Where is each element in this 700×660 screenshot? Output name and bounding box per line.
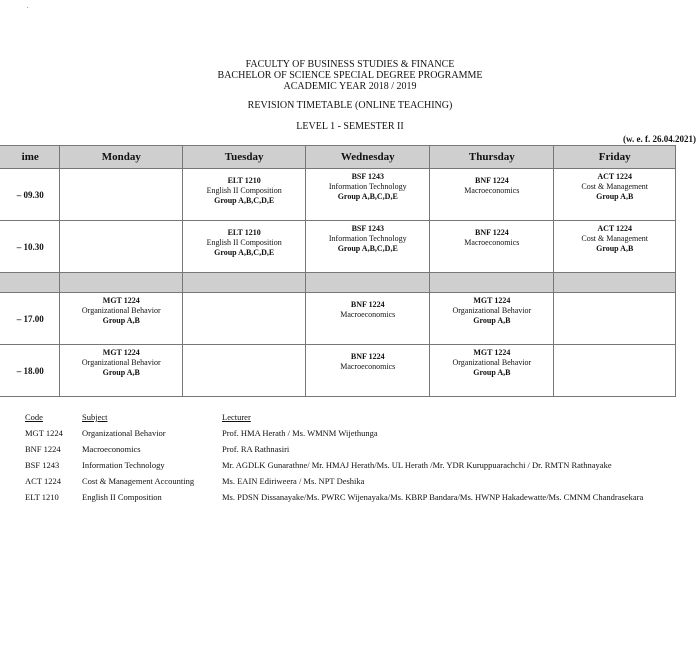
timetable-cell xyxy=(554,345,676,397)
course-group: Group A,B,C,D,E xyxy=(337,192,398,201)
academic-year-heading: ACADEMIC YEAR 2018 / 2019 xyxy=(283,81,417,92)
legend-lecturer: Ms. PDSN Dissanayake/Ms. PWRC Wijenayaka/Ms. KBRP Bandara/Ms. HWNP Hakadewatte/Ms. CMNM Chandrasekara xyxy=(222,492,644,502)
table-row xyxy=(0,169,676,221)
course-group: Group A,B xyxy=(473,368,511,377)
legend-lecturer: Ms. EAIN Ediriweera / Ms. NPT Deshika xyxy=(222,476,365,486)
course-code: ELT 1210 xyxy=(227,228,261,237)
course-code: MGT 1224 xyxy=(473,348,511,357)
course-title: Information Technology xyxy=(328,234,407,243)
course-title: Macroeconomics xyxy=(340,310,396,319)
timetable-cell xyxy=(60,293,183,345)
timetable-cell xyxy=(430,169,554,221)
timetable-cell xyxy=(60,169,183,221)
timetable-header-row xyxy=(0,146,676,169)
break-row xyxy=(0,273,676,293)
legend-code: MGT 1224 xyxy=(25,428,63,438)
course-code: MGT 1224 xyxy=(102,296,140,305)
table-row xyxy=(0,345,676,397)
course-code: ACT 1224 xyxy=(597,172,633,181)
timetable-cell xyxy=(183,345,306,397)
legend-subject: Cost & Management Accounting xyxy=(82,476,195,486)
course-title: Macroeconomics xyxy=(464,238,520,247)
legend-subject: Organizational Behavior xyxy=(82,428,166,438)
course-title: Organizational Behavior xyxy=(452,306,532,315)
legend-code-header: Code xyxy=(25,412,43,422)
course-code: BNF 1224 xyxy=(350,300,385,309)
course-code: BNF 1224 xyxy=(350,352,385,361)
course-code: BNF 1224 xyxy=(474,228,509,237)
break-cell xyxy=(183,273,306,293)
timetable-cell xyxy=(306,221,430,273)
time-slot: – 10.30 xyxy=(0,221,60,273)
stray-dot: . xyxy=(27,4,29,10)
time-slot: – 09.30 xyxy=(0,169,60,221)
break-cell xyxy=(554,273,676,293)
course-title: Organizational Behavior xyxy=(452,358,532,367)
break-cell xyxy=(60,273,183,293)
course-group: Group A,B xyxy=(102,316,140,325)
programme-heading: BACHELOR OF SCIENCE SPECIAL DEGREE PROGRAMME xyxy=(217,70,483,81)
course-code: BSF 1243 xyxy=(351,224,384,233)
course-group: Group A,B,C,D,E xyxy=(214,196,275,205)
course-title: Cost & Management xyxy=(581,234,649,243)
legend-code: ELT 1210 xyxy=(25,492,59,502)
course-group: Group A,B,C,D,E xyxy=(214,248,275,257)
timetable xyxy=(0,145,676,397)
level-semester-heading: LEVEL 1 - SEMESTER II xyxy=(296,121,404,132)
timetable-cell xyxy=(430,293,554,345)
timetable-cell xyxy=(306,293,430,345)
timetable-cell xyxy=(183,169,306,221)
legend-lecturer: Mr. AGDLK Gunarathne/ Mr. HMAJ Herath/Ms. UL Herath /Mr. YDR Kuruppuarachchi / Dr. RMTN Rathnayake xyxy=(222,460,612,470)
header-friday: Friday xyxy=(554,146,676,169)
course-group: Group A,B xyxy=(473,316,511,325)
effective-date: (w. e. f. 26.04.2021) xyxy=(623,134,696,144)
course-title: Cost & Management xyxy=(581,182,649,191)
table-row xyxy=(0,221,676,273)
course-code: ELT 1210 xyxy=(227,176,261,185)
course-group: Group A,B xyxy=(102,368,140,377)
course-code: MGT 1224 xyxy=(102,348,140,357)
break-cell xyxy=(306,273,430,293)
time-slot: – 18.00 xyxy=(0,345,60,397)
course-title: Organizational Behavior xyxy=(81,358,161,367)
legend-subject: Macroeconomics xyxy=(82,444,141,454)
course-group: Group A,B xyxy=(596,192,634,201)
faculty-heading: FACULTY OF BUSINESS STUDIES & FINANCE xyxy=(245,59,455,70)
timetable-cell xyxy=(430,345,554,397)
timetable-cell xyxy=(554,169,676,221)
break-cell xyxy=(0,273,60,293)
legend-code: BSF 1243 xyxy=(25,460,60,470)
course-code: BNF 1224 xyxy=(474,176,509,185)
course-title: Information Technology xyxy=(328,182,407,191)
course-group: Group A,B,C,D,E xyxy=(337,244,398,253)
timetable-cell xyxy=(554,293,676,345)
timetable-cell xyxy=(60,221,183,273)
course-title: English II Composition xyxy=(206,238,282,247)
timetable-cell xyxy=(183,293,306,345)
legend-lecturer-header: Lecturer xyxy=(222,412,251,422)
timetable-cell xyxy=(554,221,676,273)
legend-lecturer: Prof. HMA Herath / Ms. WMNM Wijethunga xyxy=(222,428,378,438)
timetable-title: REVISION TIMETABLE (ONLINE TEACHING) xyxy=(247,100,453,111)
break-cell xyxy=(430,273,554,293)
course-title: English II Composition xyxy=(206,186,282,195)
legend-lecturer: Prof. RA Rathnasiri xyxy=(222,444,290,454)
timetable-cell xyxy=(430,221,554,273)
legend-subject-header: Subject xyxy=(82,412,108,422)
timetable-cell xyxy=(183,221,306,273)
course-code: MGT 1224 xyxy=(473,296,511,305)
time-slot: – 17.00 xyxy=(0,293,60,345)
course-group: Group A,B xyxy=(596,244,634,253)
table-row xyxy=(0,293,676,345)
legend-code: ACT 1224 xyxy=(25,476,61,486)
header-wednesday: Wednesday xyxy=(306,146,430,169)
legend-subject: Information Technology xyxy=(82,460,165,470)
course-code: ACT 1224 xyxy=(597,224,633,233)
timetable-cell xyxy=(306,169,430,221)
header-tuesday: Tuesday xyxy=(183,146,306,169)
course-title: Macroeconomics xyxy=(464,186,520,195)
timetable-cell xyxy=(306,345,430,397)
legend-subject: English II Composition xyxy=(82,492,162,502)
header-thursday: Thursday xyxy=(430,146,554,169)
header-time: ime xyxy=(0,146,60,169)
course-title: Organizational Behavior xyxy=(81,306,161,315)
course-title: Macroeconomics xyxy=(340,362,396,371)
header-monday: Monday xyxy=(60,146,183,169)
legend-code: BNF 1224 xyxy=(25,444,61,454)
timetable-cell xyxy=(60,345,183,397)
course-code: BSF 1243 xyxy=(351,172,384,181)
